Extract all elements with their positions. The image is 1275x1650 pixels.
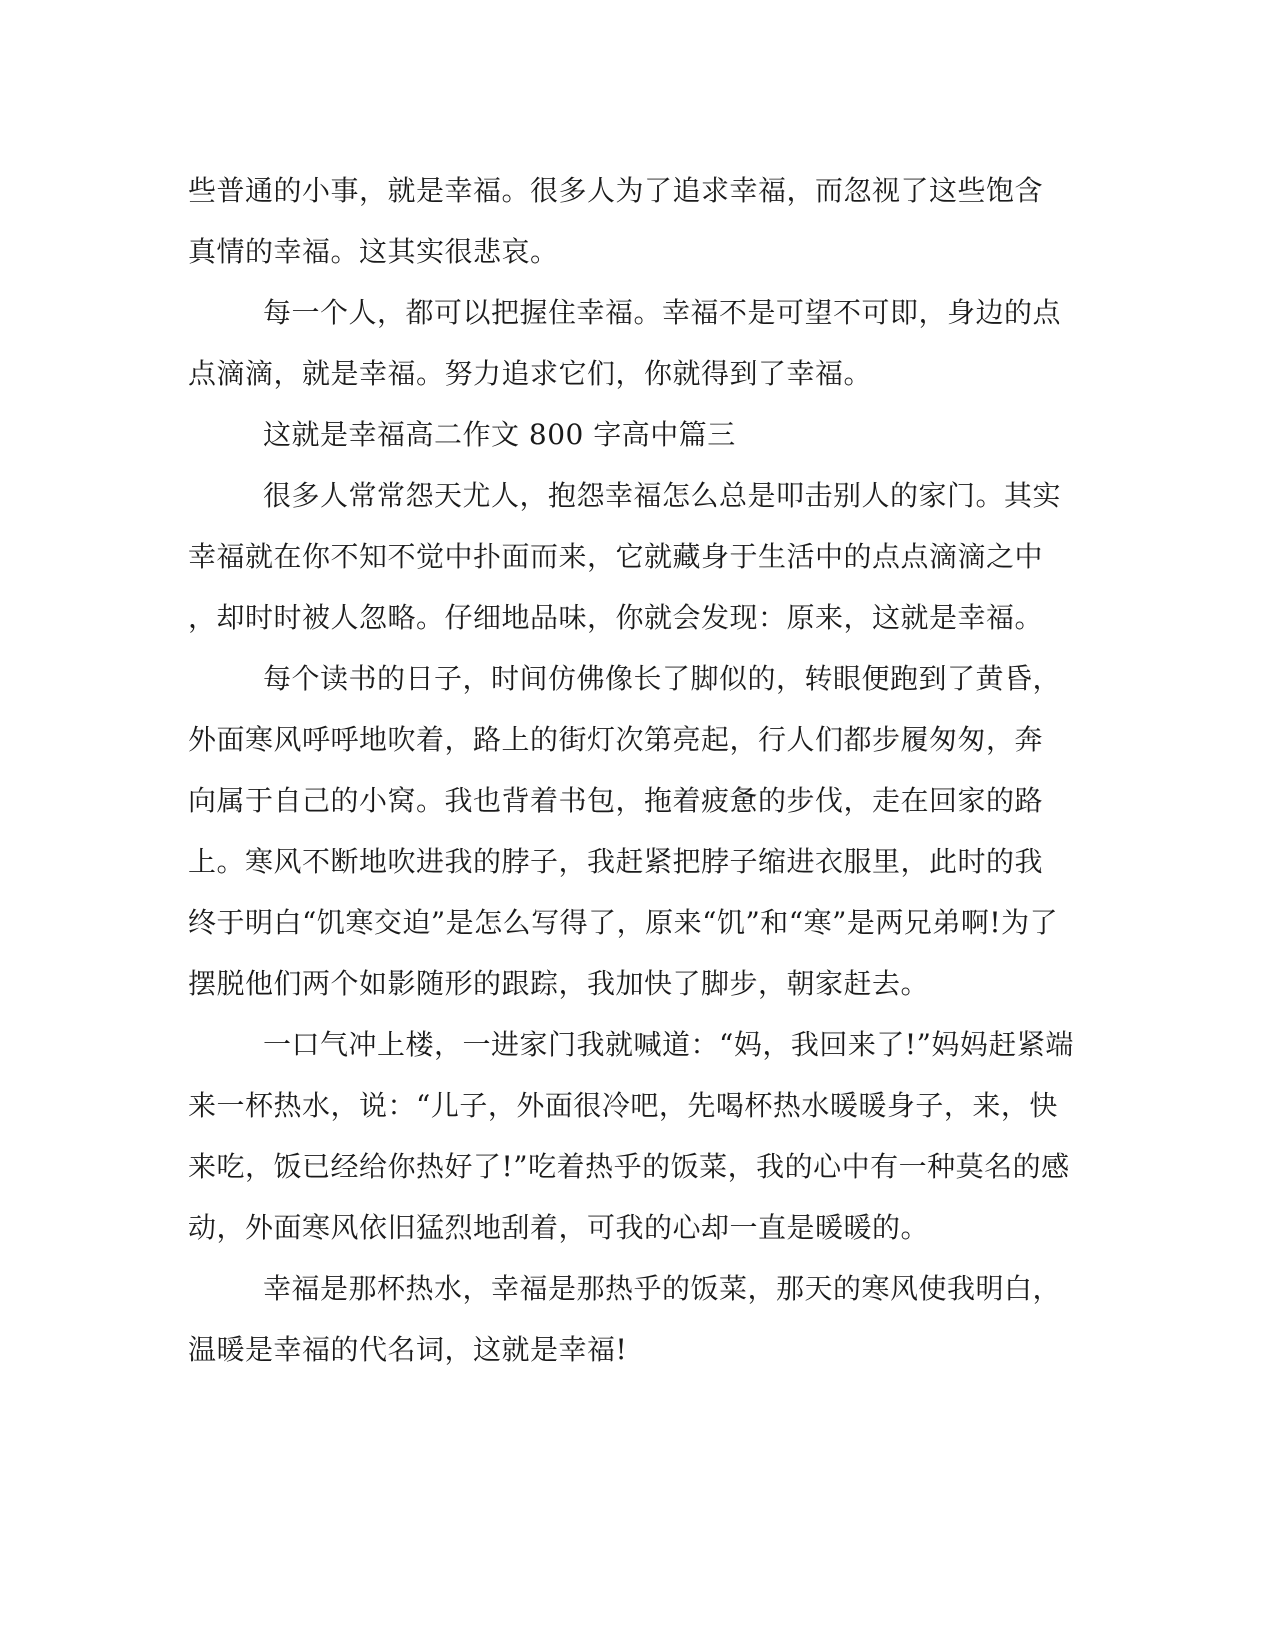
text-line: 上。寒风不断地吹进我的脖子，我赶紧把脖子缩进衣服里，此时的我 [188,845,1044,878]
text-line: 真情的幸福。这其实很悲哀。 [188,235,559,268]
text-line: 些普通的小事，就是幸福。很多人为了追求幸福，而忽视了这些饱含 [188,174,1044,207]
text-line: 动，外面寒风依旧猛烈地刮着，可我的心却一直是暖暖的。 [188,1211,930,1244]
text-line: 终于明白“饥寒交迫”是怎么写得了，原来“饥”和“寒”是两兄弟啊!为了 [188,906,1059,939]
text-line: 向属于自己的小窝。我也背着书包，拖着疲惫的步伐，走在回家的路 [188,784,1044,817]
section-heading: 这就是幸福高二作文 800 字高中篇三 [263,418,736,451]
text-line: 每个读书的日子，时间仿佛像长了脚似的，转眼便跑到了黄昏， [263,662,1062,695]
text-line: 很多人常常怨天尤人，抱怨幸福怎么总是叩击别人的家门。其实 [263,479,1062,512]
text-line: 幸福就在你不知不觉中扑面而来，它就藏身于生活中的点点滴滴之中 [188,540,1044,573]
text-line: 摆脱他们两个如影随形的跟踪，我加快了脚步，朝家赶去。 [188,967,930,1000]
text-line: 外面寒风呼呼地吹着，路上的街灯次第亮起，行人们都步履匆匆，奔 [188,723,1044,756]
text-line: ，却时时被人忽略。仔细地品味，你就会发现：原来，这就是幸福。 [188,601,1044,634]
text-line: 来一杯热水，说：“儿子，外面很冷吧，先喝杯热水暖暖身子，来，快 [188,1089,1058,1122]
essay-body [188,160,1088,1380]
text-line: 每一个人，都可以把握住幸福。幸福不是可望不可即，身边的点 [263,296,1062,329]
text-line: 温暖是幸福的代名词，这就是幸福! [188,1333,628,1366]
text-line: 点滴滴，就是幸福。努力追求它们，你就得到了幸福。 [188,357,873,390]
text-line: 幸福是那杯热水，幸福是那热乎的饭菜，那天的寒风使我明白， [263,1272,1062,1305]
text-line: 来吃，饭已经给你热好了!”吃着热乎的饭菜，我的心中有一种莫名的感 [188,1150,1070,1183]
text-line: 一口气冲上楼，一进家门我就喊道：“妈，我回来了!”妈妈赶紧端 [263,1028,1074,1061]
